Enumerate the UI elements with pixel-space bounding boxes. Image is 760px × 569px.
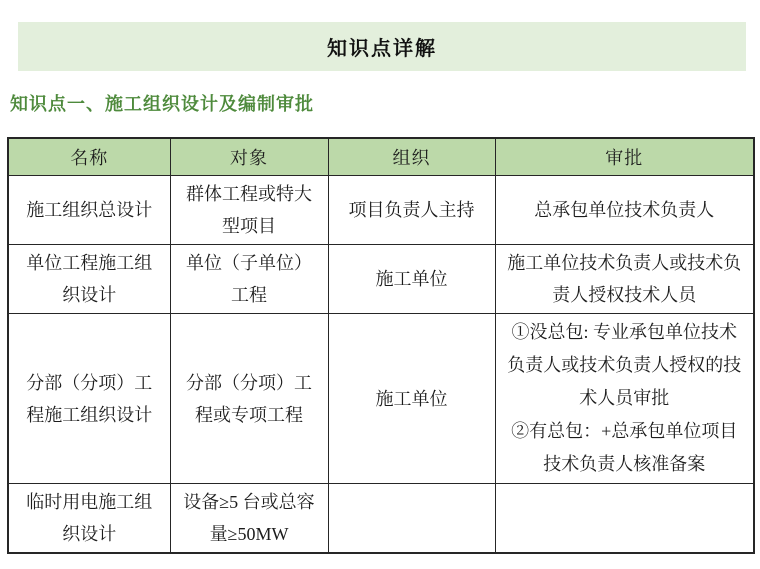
cell-approval — [495, 314, 754, 484]
cell-approval — [495, 484, 754, 554]
knowledge-point-banner — [18, 22, 746, 71]
cell-object: 设备≥5 台或总容量≥50MW — [170, 484, 328, 554]
cell-organization — [328, 484, 495, 554]
cell-organization: 施工单位 — [328, 245, 495, 314]
section-heading: 知识点一、施工组织设计及编制审批 — [10, 94, 314, 114]
cell-object: 分部（分项）工程或专项工程 — [170, 314, 328, 484]
table-row — [8, 176, 754, 245]
cell-object: 群体工程或特大型项目 — [170, 176, 328, 245]
cell-approval: 施工单位技术负责人或技术负责人授权技术人员 — [495, 245, 754, 314]
cell-name: 单位工程施工组织设计 — [8, 245, 170, 314]
cell-object: 单位（子单位）工程 — [170, 245, 328, 314]
column-header-object: 对象 — [170, 138, 328, 176]
cell-approval: 总承包单位技术负责人 — [495, 176, 754, 245]
table-row — [8, 245, 754, 314]
banner-title: 知识点详解 — [327, 38, 437, 60]
cell-name: 施工组织总设计 — [8, 176, 170, 245]
column-header-organization: 组织 — [328, 138, 495, 176]
cell-organization: 项目负责人主持 — [328, 176, 495, 245]
approval-item-2: ②有总包：+总承包单位项目技术负责人核准备案 — [511, 421, 738, 474]
knowledge-point-table — [7, 137, 755, 554]
cell-organization: 施工单位 — [328, 314, 495, 484]
column-header-name: 名称 — [8, 138, 170, 176]
cell-name: 分部（分项）工程施工组织设计 — [8, 314, 170, 484]
cell-name: 临时用电施工组织设计 — [8, 484, 170, 554]
column-header-approval: 审批 — [495, 138, 754, 176]
table-header-row — [8, 138, 754, 176]
table-row — [8, 484, 754, 554]
table-row — [8, 314, 754, 484]
approval-item-1: ①没总包: 专业承包单位技术负责人或技术负责人授权的技术人员审批 — [507, 322, 742, 408]
